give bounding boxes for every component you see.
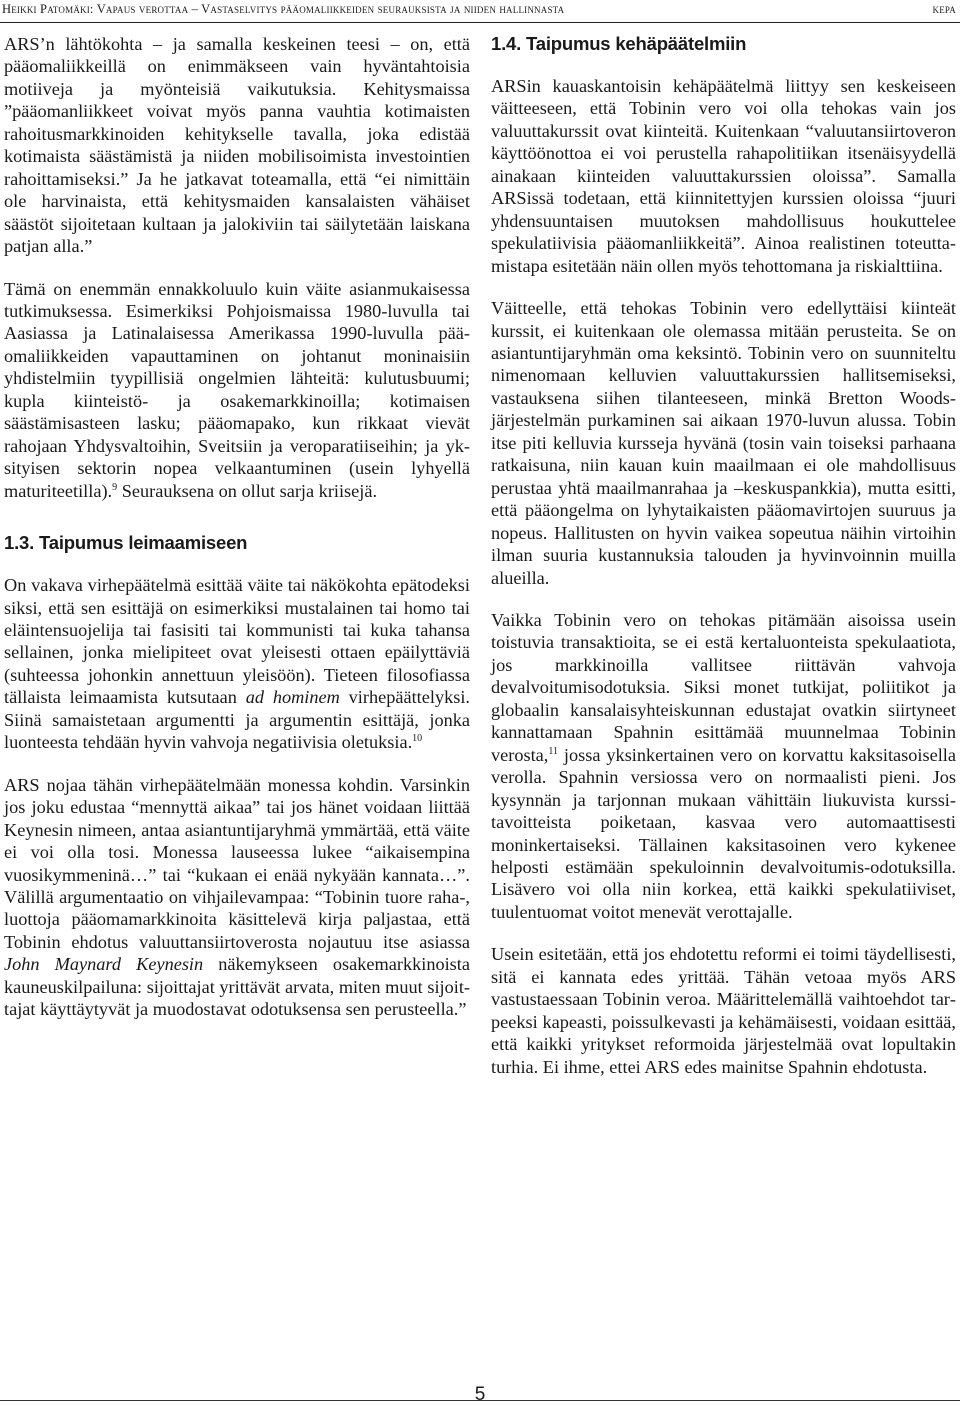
paragraph-text: Tämä on enemmän ennakkoluulo kuin väite asianmukaisessa tutkimuksessa. Esimerkiksi Pohjoismaissa 1980-luvulla tai Aasiassa ja Latinalaisessa Amerikassa 1990-luvulla pääomaliikkeiden vapauttaminen on johtanut moninaisiin yhdistelmiin tyypillisiä ongelmien lähteitä: kulutusbuumi; kupla kiinteistö- ja osakemarkkinoilla; kotimaisen säästämisasteen lasku; pääomapako, kun rikkaat vievät rahojaan Yhdysvaltoihin, Sveitsiin ja veroparatiiseihin; ja yksityisen sektorin nopea velkaantuminen (usein lyhyellä maturiteetilla).: [4, 278, 470, 501]
paragraph-text: näkemykseen osakemarkkinoista kauneuskilpailuna: sijoittajat yrittävät arvata, miten muut sijoittajat käyttäytyvät ja muodostavat odotuksensa sen perusteella.”: [4, 954, 470, 1020]
footnote-ref: 11: [548, 745, 559, 757]
footer-rule: [0, 1400, 960, 1401]
running-header: [0, 0, 960, 23]
paragraph-text: On vakava virhepäätelmä esittää väite tai näkökohta epätodeksi siksi, että sen esittäjä on esimerkiksi mustalainen tai homo tai eläintensuojelija tai fasisiti tai kommunisti tai kuka tahansa sellainen, jonka mielipiteet ovat yleisesti ottaen epäilyttäviä (suhteessa johonkin annettuun yleisöön). Tieteen filosofiassa tällaista leimaamista kutsutaan: [4, 575, 470, 708]
paragraph: Väitteelle, että tehokas Tobinin vero edellyttäisi kiinteät kurssit, ei kuitenkaan ole olemassa mitään perusteita. Se on asiantuntijaryhmän oma keksintö. Tobinin vero on suunniteltu nimenomaan kelluvien valuuttakurssien hallitsemiseksi, vastauksena siihen tilanteeseen, minkä Bretton Woods-järjestelmän purkaminen sai aikaan 1970-luvun alussa. Tobin itse piti kelluvia kursseja hyvänä (tosin vain toiseksi parhaana ratkaisuna, niin kauan kuin maailmaan ei ole mahdollisuus perustaa yhtä maailmanrahaa ja –keskuspankkia), mutta esitti, että pääongelma on lyhytaikaisten pääomavirtojen suuruus ja nopeus. Hallitusten on hyvin vaikea sopeutua näihin virtoihin ilman suuria kustannuksia talouden ja hyvinvoinnin muilla alueilla.: [491, 298, 956, 588]
footnote-ref: 10: [412, 733, 423, 745]
paragraph: [4, 574, 470, 754]
paragraph: Usein esitetään, että jos ehdotettu reformi ei toimi täydellisesti, sitä ei kannata edes yrittää. Tähän vetoaa myös ARS vastustaessaan Tobinin veroa. Määrittelemällä vaihtoehdot tarpeeksi kapeasti, poissulkevasti ja kehämäisesti, voidaan esittää, että kaikki yritykset reformoida järjestelmää ovat lopultakin turhia. Ei ihme, ettei ARS edes mainitse Spahnin ehdotusta.: [491, 944, 956, 1077]
paragraph-text: Vaikka Tobinin vero on tehokas pitämään aisoissa usein toistuvia transaktioita, se ei estä kertaluonteista spekulaatiota, jos markkinoilla vallitsee riittävän vahvoja devalvoitumisodotuksia. Siksi monet tutkijat, poliitikot ja globaalin kansalaisyhteiskunnan edustajat ovatkin siirtyneet kannattamaan Spahnin esittämää muunnelmaa Tobinin verosta,: [491, 609, 956, 765]
right-column: [491, 33, 956, 1098]
page-number: 5: [474, 1384, 486, 1405]
paragraph-text: Seurauksena on ollut sarja kriisejä.: [117, 480, 378, 501]
paragraph-text: ARS nojaa tähän virhepäätelmään monessa kohdin. Varsinkin jos joku edustaa “mennyttä aikaa” tai jos hänet voidaan liittää Keynesin nimeen, antaa asiantuntijaryhmä ymmärtää, että väite ei voi olla tosi. Monessa lauseessa lukee “aikaisempina vuosikymmeninä…” tai “kukaan ei enää nykyään kannata…”. Välillä argumentaatio on vihjailevampaa: “Tobinin tuore raha-, luottoja pääomamarkkinoita käsittelevä kirja paljastaa, että Tobinin ehdotus valuuttansiirtoverosta nojautuu itse asiassa: [4, 774, 470, 952]
section-heading: 1.4. Taipumus kehäpäätelmiin: [491, 33, 747, 54]
header-title: Heikki Patomäki: Vapaus verottaa – Vastaselvitys pääomaliikkeiden seurauksista ja niiden hallinnasta: [2, 2, 565, 16]
paragraph: [4, 33, 470, 258]
header-publisher: kepa: [932, 2, 956, 16]
paragraph-text: jossa yksinkertainen vero on korvattu kaksitasoisella verolla. Spahnin versiossa vero on normaalisti pieni. Jos kysynnän ja tarjonnan mukaan vähittäin liukuvista kurssitavoitteista poiketaan, kasvaa vero automaattisesti moninkertaiseksi. Tällainen kaksitasoinen vero kykenee helposti estämään spekuloinnin devalvoitumis-odotuksilla. Lisävero voi olla niin korkea, että kaikki spekulatiiviset, tuulentuomat voitot menevät verottajalle.: [491, 744, 956, 922]
italic-term: John Maynard Keynesin: [4, 954, 204, 975]
section-heading: 1.3. Taipumus leimaamiseen: [4, 532, 248, 554]
paragraph: [491, 609, 956, 923]
paragraph: [4, 278, 470, 503]
paragraph: ARSin kauaskantoisin kehäpäätelmä liittyy sen keskeiseen väitteeseen, että Tobinin vero voi olla tehokas vain jos valuuttakurssit ovat kiinteitä. Kuitenkaan “valuutansiirtoveron käyttöönottoa ei voi perustella rahapolitiikan itsenäisyydellä ainakaan kiinteiden valuuttakurssien oloissa”. Samalla ARSissä todetaan, että kiinnitettyjen kurssien oloissa “juuri yhdensuuntaisen muutoksen mahdollisuus houkuttelee spekulatiivisia pääomanliikkeitä”. Ainoa realistinen toteuttamistapa esitetään näin ollen myös tehottomana ja riskialttiina.: [491, 76, 956, 276]
italic-term: ad hominem: [245, 687, 340, 708]
footnote-ref: 9: [112, 481, 118, 493]
paragraph: [4, 774, 470, 1021]
left-column: [4, 33, 470, 1041]
paragraph-text: virhepäättelyksi. Siinä samaistetaan argumentti ja argumentin esittäjä, jonka luonteesta tehdään hyvin vahvoja negatiivisia oletuksia.: [4, 687, 470, 753]
paragraph-text: ARS’n lähtökohta – ja samalla keskeinen teesi – on, että pääomaliikkeillä on enimmäkseen vain hyväntahtoisia motiiveja ja myönteisiä vaikutuksia. Kehitysmaissa ”pääomanliikkeet voivat myös panna vauhtia kotimaisten rahoitusmarkkinoiden kehitykselle tavalla, joka edistää kotimaista säästämistä ja niiden mobilisoimista investointien rahoittamiseksi.” Ja he jatkavat toteamalla, että “ei nimittäin ole harvinaista, että kehitysmaiden kansalaisten vähäiset säästöt sijoitetaan kultaan ja jalokiviin tai säilytetään laiskana patjan alla.”: [4, 34, 470, 257]
